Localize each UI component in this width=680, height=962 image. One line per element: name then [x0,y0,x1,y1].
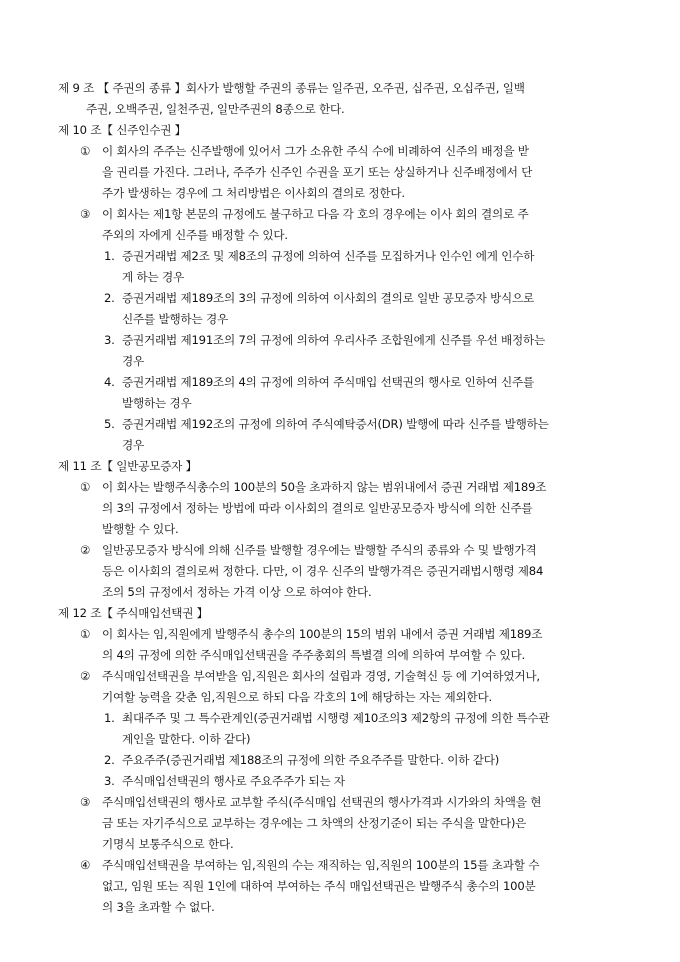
paragraph-line: 의 3의 규정에서 정하는 방법에 따라 이사회의 결의로 일반공모증자 방식에 의한 신주를 [102,501,533,515]
list-item-number: 4. [104,375,115,389]
article-12-heading: 제 12 조【 주식매입선택권 】 [58,606,209,620]
paragraph-line: 을 권리를 가진다. 그러나, 주주가 신주인 수권을 포기 또는 상실하거나 신주배정에서 단 [102,165,533,179]
list-item-line: 경우 [122,438,144,452]
list-item-number: 3. [104,333,115,347]
list-item-number: 2. [104,291,115,305]
list-item-number: 1. [104,249,115,263]
paragraph-marker: ① [80,627,91,641]
list-item-line: 게 하는 경우 [122,270,184,284]
list-item-line: 신주를 발행하는 경우 [122,312,228,326]
paragraph-line: 주식매입선택권을 부여받을 임,직원은 회사의 설립과 경영, 기술혁신 등 에 기여하였거나, [102,669,540,683]
list-item-line: 발행하는 경우 [122,396,192,410]
paragraph-line: 주외의 자에게 신주를 배정할 수 있다. [102,228,288,242]
article-11-heading: 제 11 조【 일반공모증자 】 [58,459,198,473]
list-item-line: 주식매입선택권의 행사로 주요주주가 되는 자 [122,774,345,788]
list-item-number: 5. [104,417,115,431]
list-item-line: 주요주주(증권거래법 제188조의 규정에 의한 주요주주를 말한다. 이하 같다) [122,753,500,767]
paragraph-marker: ① [80,480,91,494]
paragraph-marker: ④ [80,858,91,872]
paragraph-marker: ③ [80,207,91,221]
article-10-heading: 제 10 조【 신주인수권 】 [58,123,187,137]
paragraph-line: 등은 이사회의 결의로써 정한다. 다만, 이 경우 신주의 발행가격은 증권거래법시행령 제84 [102,564,544,578]
paragraph-line: 없고, 임원 또는 직원 1인에 대하여 부여하는 주식 매입선택권은 발행주식 총수의 100분 [102,879,536,893]
list-item-number: 2. [104,753,115,767]
list-item-number: 3. [104,774,115,788]
paragraph-line: 의 3을 초과할 수 없다. [102,900,215,914]
list-item-number: 1. [104,711,115,725]
paragraph-line: 일반공모증자 방식에 의해 신주를 발행할 경우에는 발행할 주식의 종류와 수 및 발행가격 [102,543,537,557]
paragraph-line: 금 또는 자기주식으로 교부하는 경우에는 그 차액의 산정기준이 되는 주식을 말한다)은 [102,816,527,830]
paragraph-line: 조의 5의 규정에서 정하는 가격 이상 으로 하여야 한다. [102,585,372,599]
article-9-heading: 제 9 조 【 주권의 종류 】회사가 발행할 주권의 종류는 일주권, 오주권, 십주권, 오십주권, 일백 [58,81,525,95]
paragraph-line: 기여할 능력을 갖춘 임,직원으로 하되 다음 각호의 1에 해당하는 자는 제외한다. [102,690,492,704]
paragraph-line: 발행할 수 있다. [102,522,179,536]
list-item-line: 최대주주 및 그 특수관계인(증권거래법 시행령 제10조의3 제2항의 규정에 의한 특수관 [122,711,550,725]
paragraph-line: 이 회사는 임,직원에게 발행주식 총수의 100분의 15의 범위 내에서 증권 거래법 제189조 [102,627,543,641]
paragraph-marker: ③ [80,795,91,809]
paragraph-line: 기명식 보통주식으로 한다. [102,837,234,851]
list-item-line: 경우 [122,354,144,368]
paragraph-line: 이 회사는 제1항 본문의 규정에도 불구하고 다음 각 호의 경우에는 이사 회의 결의로 주 [102,207,529,221]
paragraph-line: 이 회사는 발행주식총수의 100분의 50을 초과하지 않는 범위내에서 증권 거래법 제189조 [102,480,547,494]
list-item-line: 증권거래법 제189조의 4의 규정에 의하여 주식매입 선택권의 행사로 인하여 신주를 [122,375,535,389]
paragraph-marker: ② [80,669,91,683]
list-item-line: 계인을 말한다. 이하 같다) [122,732,251,746]
paragraph-line: 주가 발생하는 경우에 그 처리방법은 이사회의 결의로 정한다. [102,186,405,200]
paragraph-line: 의 4의 규정에 의한 주식매입선택권을 주주총회의 특별결 의에 의하여 부여할 수 있다. [102,648,525,662]
paragraph-marker: ② [80,543,91,557]
article-9-text: 주권, 오백주권, 일천주권, 일만주권의 8종으로 한다. [86,102,345,116]
paragraph-line: 주식매입선택권을 부여하는 임,직원의 수는 재직하는 임,직원의 100분의 15를 초과할 수 [102,858,540,872]
paragraph-line: 주식매입선택권의 행사로 교부할 주식(주식매입 선택권의 행사가격과 시가와의 차액을 현 [102,795,542,809]
list-item-line: 증권거래법 제191조의 7의 규정에 의하여 우리사주 조합원에게 신주를 우선 배정하는 [122,333,546,347]
list-item-line: 증권거래법 제189조의 3의 규정에 의하여 이사회의 결의로 일반 공모증자 방식으로 [122,291,535,305]
paragraph-line: 이 회사의 주주는 신주발행에 있어서 그가 소유한 주식 수에 비례하여 신주의 배정을 받 [102,144,529,158]
paragraph-marker: ① [80,144,91,158]
list-item-line: 증권거래법 제192조의 규정에 의하여 주식예탁증서(DR) 발행에 따라 신주를 발행하는 [122,417,549,431]
list-item-line: 증권거래법 제2조 및 제8조의 규정에 의하여 신주를 모집하거나 인수인 에게 인수하 [122,249,535,263]
